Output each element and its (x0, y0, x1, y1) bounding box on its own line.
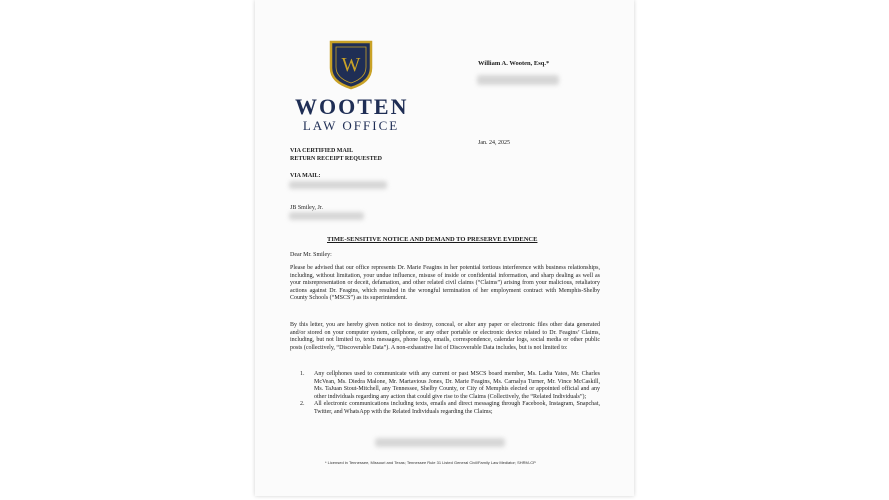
shield-logo-icon (329, 40, 373, 90)
paragraph-representation: Please be advised that our office represents Dr. Marie Feagins in her potential tortious interference with business relationships, including, without limitation, your undue influence, misuse of inside or confidential information, and sharp dealing as well as your misrepresentation or deceit, defamation, and other related civil claims (“Claims”) arising from your malicious, retaliatory actions against Dr. Feagins, which resulted in the wrongful termination of her employment contract with Memphis-Shelby County Schools (“MSCS”) as its superintendent. (290, 265, 600, 302)
list-item (300, 371, 600, 401)
licensing-footnote: * Licensed in Tennessee, Missouri and Texas; Tennessee Rule 31 Listed General Civil/Family Law Mediator; SHRM-CP (325, 460, 536, 465)
redacted-recipient-address (289, 212, 364, 220)
firm-subtitle: LAW OFFICE (302, 118, 400, 133)
attorney-name: William A. Wooten, Esq.* (478, 60, 550, 67)
paragraph-notice: By this letter, you are hereby given notice not to destroy, conceal, or alter any paper or electronic files other data generated and/or stored on your computer system, cellphone, or any other portable or electronic device related to Dr. Feagins’ Claims, including, but not limited to, texts messages, phone logs, emails, correspondence, calendar logs, social media or other public posts (collectively, “Discoverable Data”). A non-exhaustive list of Discoverable Data includes, but is not limited to: (290, 322, 600, 351)
salutation: Dear Mr. Smiley: (290, 252, 332, 258)
list-number: 1. (300, 371, 305, 377)
redacted-signature (375, 438, 505, 447)
letter-page (255, 0, 634, 496)
delivery-method: VIA CERTIFIED MAIL (290, 148, 354, 154)
list-number: 2. (300, 401, 305, 408)
firm-logo (295, 40, 407, 133)
logo-monogram: W (341, 54, 361, 76)
recipient-name: JB Smiley, Jr. (290, 205, 323, 211)
redacted-recipient (289, 181, 387, 189)
delivery-receipt: RETURN RECEIPT REQUESTED (290, 156, 382, 162)
redacted-address (477, 75, 559, 85)
letter-date: Jan. 24, 2025 (478, 140, 510, 146)
letter-title: TIME-SENSITIVE NOTICE AND DEMAND TO PRESERVE EVIDENCE (327, 236, 538, 243)
via-mail-label: VIA MAIL: (290, 173, 321, 179)
discoverable-data-list (300, 371, 600, 417)
list-text: All electronic communications including texts, emails and direct messaging through Facebook, Instagram, Snapchat, Twitter, and WhatsApp with the Related Individuals regarding the Claims; (314, 401, 600, 415)
firm-name: WOOTEN (295, 94, 409, 119)
list-text: Any cellphones used to communicate with any current or past MSCS board member, Ms. Ladia Yates, Mr. Charles McVean, Ms. Diedra Malone, Mr. Martavious Jones, Dr. Marie Feagins, Ms. Carnalya Turner, Mr. Vince McCaskill, Ms. TaJuan Stout-Mitchell, any Tennessee, Shelby County, or City of Memphis elected or appointed official and any other individuals regarding any action that could give rise to the Claims (Collectively, the “Related Individuals”); (314, 371, 600, 400)
list-item (300, 401, 600, 416)
